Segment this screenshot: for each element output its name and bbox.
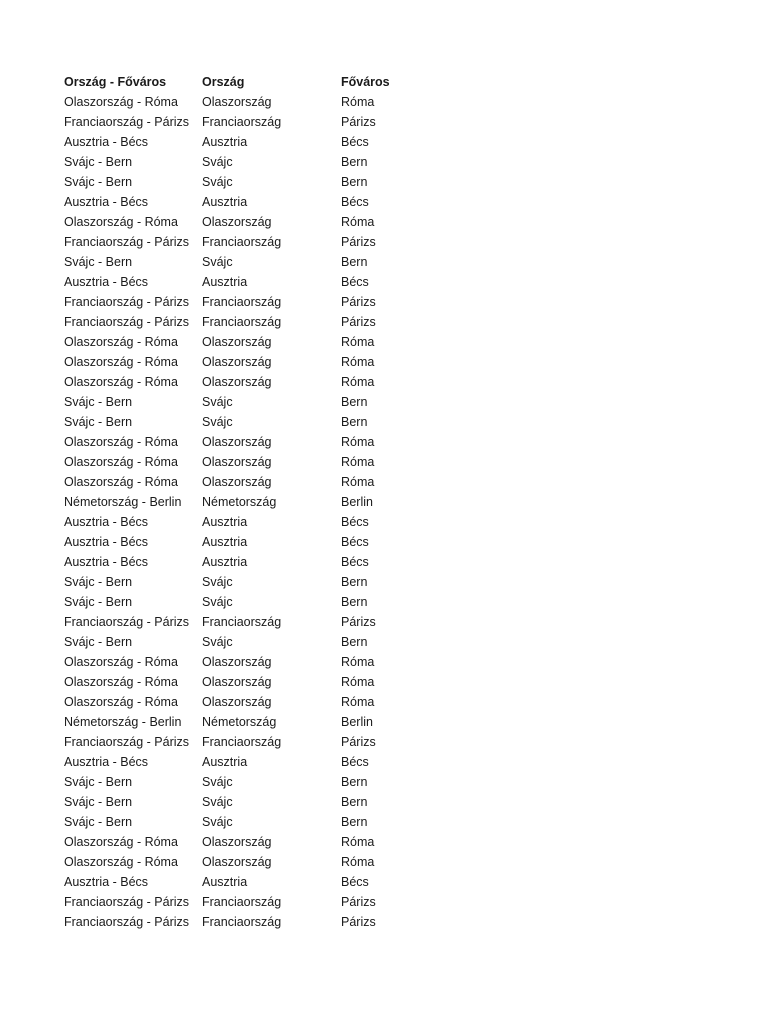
cell-capital: Róma bbox=[341, 95, 375, 109]
cell-country: Franciaország bbox=[202, 615, 282, 629]
cell-country: Olaszország bbox=[202, 675, 272, 689]
cell-country-capital: Svájc - Bern bbox=[64, 175, 133, 189]
cell-capital: Bécs bbox=[341, 275, 369, 289]
cell-country-capital: Franciaország - Párizs bbox=[64, 315, 190, 329]
table-row bbox=[64, 572, 421, 592]
table-row bbox=[64, 712, 421, 732]
header-row bbox=[64, 72, 421, 92]
cell-capital: Bern bbox=[341, 595, 368, 609]
cell-country-capital: Franciaország - Párizs bbox=[64, 115, 190, 129]
cell-country-capital: Ausztria - Bécs bbox=[64, 195, 149, 209]
cell-country-capital: Ausztria - Bécs bbox=[64, 875, 149, 889]
cell-capital: Bern bbox=[341, 635, 368, 649]
cell-country: Svájc bbox=[202, 155, 233, 169]
cell-country-capital: Ausztria - Bécs bbox=[64, 515, 149, 529]
cell-country: Olaszország bbox=[202, 655, 272, 669]
cell-country: Ausztria bbox=[202, 875, 248, 889]
cell-country: Olaszország bbox=[202, 95, 272, 109]
table-row bbox=[64, 392, 421, 412]
table-row bbox=[64, 532, 421, 552]
cell-country: Németország bbox=[202, 715, 277, 729]
cell-capital: Berlin bbox=[341, 495, 373, 509]
cell-country-capital: Olaszország - Róma bbox=[64, 435, 178, 449]
spreadsheet-page bbox=[64, 72, 704, 932]
cell-country: Olaszország bbox=[202, 695, 272, 709]
table-row bbox=[64, 292, 421, 312]
table-row bbox=[64, 852, 421, 872]
cell-country: Olaszország bbox=[202, 435, 272, 449]
cell-country-capital: Németország - Berlin bbox=[64, 495, 182, 509]
cell-country-capital: Ausztria - Bécs bbox=[64, 555, 149, 569]
cell-country-capital: Ausztria - Bécs bbox=[64, 135, 149, 149]
cell-country: Olaszország bbox=[202, 355, 272, 369]
cell-capital: Párizs bbox=[341, 735, 376, 749]
cell-country: Franciaország bbox=[202, 915, 282, 929]
cell-country: Németország bbox=[202, 495, 277, 509]
cell-country-capital: Svájc - Bern bbox=[64, 395, 133, 409]
table-body bbox=[64, 92, 421, 932]
cell-capital: Párizs bbox=[341, 295, 376, 309]
table-row bbox=[64, 592, 421, 612]
cell-country-capital: Franciaország - Párizs bbox=[64, 295, 190, 309]
cell-country: Olaszország bbox=[202, 375, 272, 389]
cell-country-capital: Franciaország - Párizs bbox=[64, 915, 190, 929]
cell-country-capital: Olaszország - Róma bbox=[64, 455, 178, 469]
cell-capital: Bécs bbox=[341, 535, 369, 549]
table-row bbox=[64, 512, 421, 532]
cell-capital: Róma bbox=[341, 435, 375, 449]
table-row bbox=[64, 412, 421, 432]
cell-country: Ausztria bbox=[202, 535, 248, 549]
table-row bbox=[64, 232, 421, 252]
table-row bbox=[64, 172, 421, 192]
table-row bbox=[64, 152, 421, 172]
cell-country: Olaszország bbox=[202, 455, 272, 469]
table-row bbox=[64, 632, 421, 652]
cell-country-capital: Olaszország - Róma bbox=[64, 655, 178, 669]
column-header-country: Ország bbox=[202, 75, 245, 89]
cell-country: Svájc bbox=[202, 255, 233, 269]
table-row bbox=[64, 92, 421, 112]
table-row bbox=[64, 752, 421, 772]
table-row bbox=[64, 312, 421, 332]
table-row bbox=[64, 452, 421, 472]
cell-capital: Róma bbox=[341, 675, 375, 689]
table-row bbox=[64, 112, 421, 132]
cell-capital: Bécs bbox=[341, 195, 369, 209]
cell-capital: Róma bbox=[341, 835, 375, 849]
cell-country: Ausztria bbox=[202, 275, 248, 289]
cell-capital: Bécs bbox=[341, 555, 369, 569]
table-row bbox=[64, 212, 421, 232]
cell-capital: Bern bbox=[341, 395, 368, 409]
cell-capital: Párizs bbox=[341, 115, 376, 129]
cell-capital: Bern bbox=[341, 415, 368, 429]
cell-country: Olaszország bbox=[202, 475, 272, 489]
cell-country: Svájc bbox=[202, 575, 233, 589]
cell-country: Svájc bbox=[202, 775, 233, 789]
cell-capital: Bern bbox=[341, 175, 368, 189]
table-row bbox=[64, 352, 421, 372]
column-header-capital: Főváros bbox=[341, 75, 390, 89]
table-row bbox=[64, 772, 421, 792]
cell-country: Olaszország bbox=[202, 855, 272, 869]
cell-capital: Róma bbox=[341, 855, 375, 869]
table-row bbox=[64, 652, 421, 672]
cell-country-capital: Olaszország - Róma bbox=[64, 95, 178, 109]
cell-country: Svájc bbox=[202, 595, 233, 609]
cell-country-capital: Németország - Berlin bbox=[64, 715, 182, 729]
cell-capital: Párizs bbox=[341, 315, 376, 329]
table-row bbox=[64, 332, 421, 352]
cell-capital: Bécs bbox=[341, 875, 369, 889]
table-row bbox=[64, 272, 421, 292]
cell-capital: Berlin bbox=[341, 715, 373, 729]
table-row bbox=[64, 692, 421, 712]
cell-country-capital: Olaszország - Róma bbox=[64, 835, 178, 849]
table-row bbox=[64, 892, 421, 912]
table-row bbox=[64, 492, 421, 512]
cell-country-capital: Olaszország - Róma bbox=[64, 355, 178, 369]
cell-country-capital: Svájc - Bern bbox=[64, 415, 133, 429]
table-row bbox=[64, 872, 421, 892]
cell-country-capital: Olaszország - Róma bbox=[64, 375, 178, 389]
cell-country: Ausztria bbox=[202, 755, 248, 769]
cell-country: Svájc bbox=[202, 395, 233, 409]
cell-capital: Párizs bbox=[341, 615, 376, 629]
table-row bbox=[64, 832, 421, 852]
cell-country: Svájc bbox=[202, 815, 233, 829]
table-row bbox=[64, 812, 421, 832]
cell-capital: Róma bbox=[341, 475, 375, 489]
cell-country: Franciaország bbox=[202, 735, 282, 749]
cell-country: Franciaország bbox=[202, 235, 282, 249]
cell-country: Ausztria bbox=[202, 195, 248, 209]
cell-country-capital: Svájc - Bern bbox=[64, 815, 133, 829]
cell-country: Olaszország bbox=[202, 215, 272, 229]
cell-country-capital: Svájc - Bern bbox=[64, 575, 133, 589]
cell-country: Svájc bbox=[202, 415, 233, 429]
table-row bbox=[64, 372, 421, 392]
cell-capital: Párizs bbox=[341, 895, 376, 909]
table-row bbox=[64, 732, 421, 752]
cell-capital: Róma bbox=[341, 655, 375, 669]
cell-capital: Bern bbox=[341, 575, 368, 589]
cell-capital: Bécs bbox=[341, 135, 369, 149]
cell-country: Franciaország bbox=[202, 295, 282, 309]
cell-capital: Róma bbox=[341, 695, 375, 709]
cell-country: Svájc bbox=[202, 175, 233, 189]
cell-country-capital: Franciaország - Párizs bbox=[64, 615, 190, 629]
table-row bbox=[64, 612, 421, 632]
country-capital-table bbox=[64, 72, 421, 932]
cell-capital: Róma bbox=[341, 455, 375, 469]
cell-country-capital: Franciaország - Párizs bbox=[64, 895, 190, 909]
table-row bbox=[64, 432, 421, 452]
cell-country: Ausztria bbox=[202, 515, 248, 529]
cell-capital: Bern bbox=[341, 155, 368, 169]
cell-country-capital: Ausztria - Bécs bbox=[64, 755, 149, 769]
cell-country-capital: Olaszország - Róma bbox=[64, 675, 178, 689]
cell-country-capital: Svájc - Bern bbox=[64, 635, 133, 649]
cell-country-capital: Ausztria - Bécs bbox=[64, 275, 149, 289]
table-row bbox=[64, 672, 421, 692]
cell-country: Svájc bbox=[202, 795, 233, 809]
cell-country-capital: Svájc - Bern bbox=[64, 795, 133, 809]
cell-capital: Róma bbox=[341, 375, 375, 389]
cell-capital: Bern bbox=[341, 255, 368, 269]
cell-country-capital: Franciaország - Párizs bbox=[64, 735, 190, 749]
cell-country: Franciaország bbox=[202, 315, 282, 329]
table-row bbox=[64, 252, 421, 272]
cell-capital: Bern bbox=[341, 795, 368, 809]
cell-country: Olaszország bbox=[202, 335, 272, 349]
cell-country-capital: Svájc - Bern bbox=[64, 775, 133, 789]
table-row bbox=[64, 132, 421, 152]
table-row bbox=[64, 192, 421, 212]
cell-country-capital: Ausztria - Bécs bbox=[64, 535, 149, 549]
cell-capital: Bern bbox=[341, 815, 368, 829]
cell-country-capital: Olaszország - Róma bbox=[64, 335, 178, 349]
table-row bbox=[64, 912, 421, 932]
cell-country-capital: Svájc - Bern bbox=[64, 255, 133, 269]
cell-country-capital: Olaszország - Róma bbox=[64, 695, 178, 709]
cell-country-capital: Franciaország - Párizs bbox=[64, 235, 190, 249]
cell-country-capital: Svájc - Bern bbox=[64, 155, 133, 169]
table-row bbox=[64, 472, 421, 492]
cell-capital: Bécs bbox=[341, 755, 369, 769]
cell-country-capital: Svájc - Bern bbox=[64, 595, 133, 609]
cell-country: Ausztria bbox=[202, 135, 248, 149]
cell-capital: Bécs bbox=[341, 515, 369, 529]
cell-capital: Párizs bbox=[341, 915, 376, 929]
cell-country-capital: Olaszország - Róma bbox=[64, 475, 178, 489]
cell-capital: Róma bbox=[341, 355, 375, 369]
cell-country: Franciaország bbox=[202, 115, 282, 129]
cell-capital: Róma bbox=[341, 335, 375, 349]
cell-country: Ausztria bbox=[202, 555, 248, 569]
cell-capital: Párizs bbox=[341, 235, 376, 249]
cell-country: Olaszország bbox=[202, 835, 272, 849]
cell-country: Franciaország bbox=[202, 895, 282, 909]
cell-country: Svájc bbox=[202, 635, 233, 649]
table-row bbox=[64, 552, 421, 572]
cell-capital: Róma bbox=[341, 215, 375, 229]
column-header-country-capital: Ország - Főváros bbox=[64, 75, 167, 89]
cell-capital: Bern bbox=[341, 775, 368, 789]
cell-country-capital: Olaszország - Róma bbox=[64, 855, 178, 869]
table-row bbox=[64, 792, 421, 812]
cell-country-capital: Olaszország - Róma bbox=[64, 215, 178, 229]
